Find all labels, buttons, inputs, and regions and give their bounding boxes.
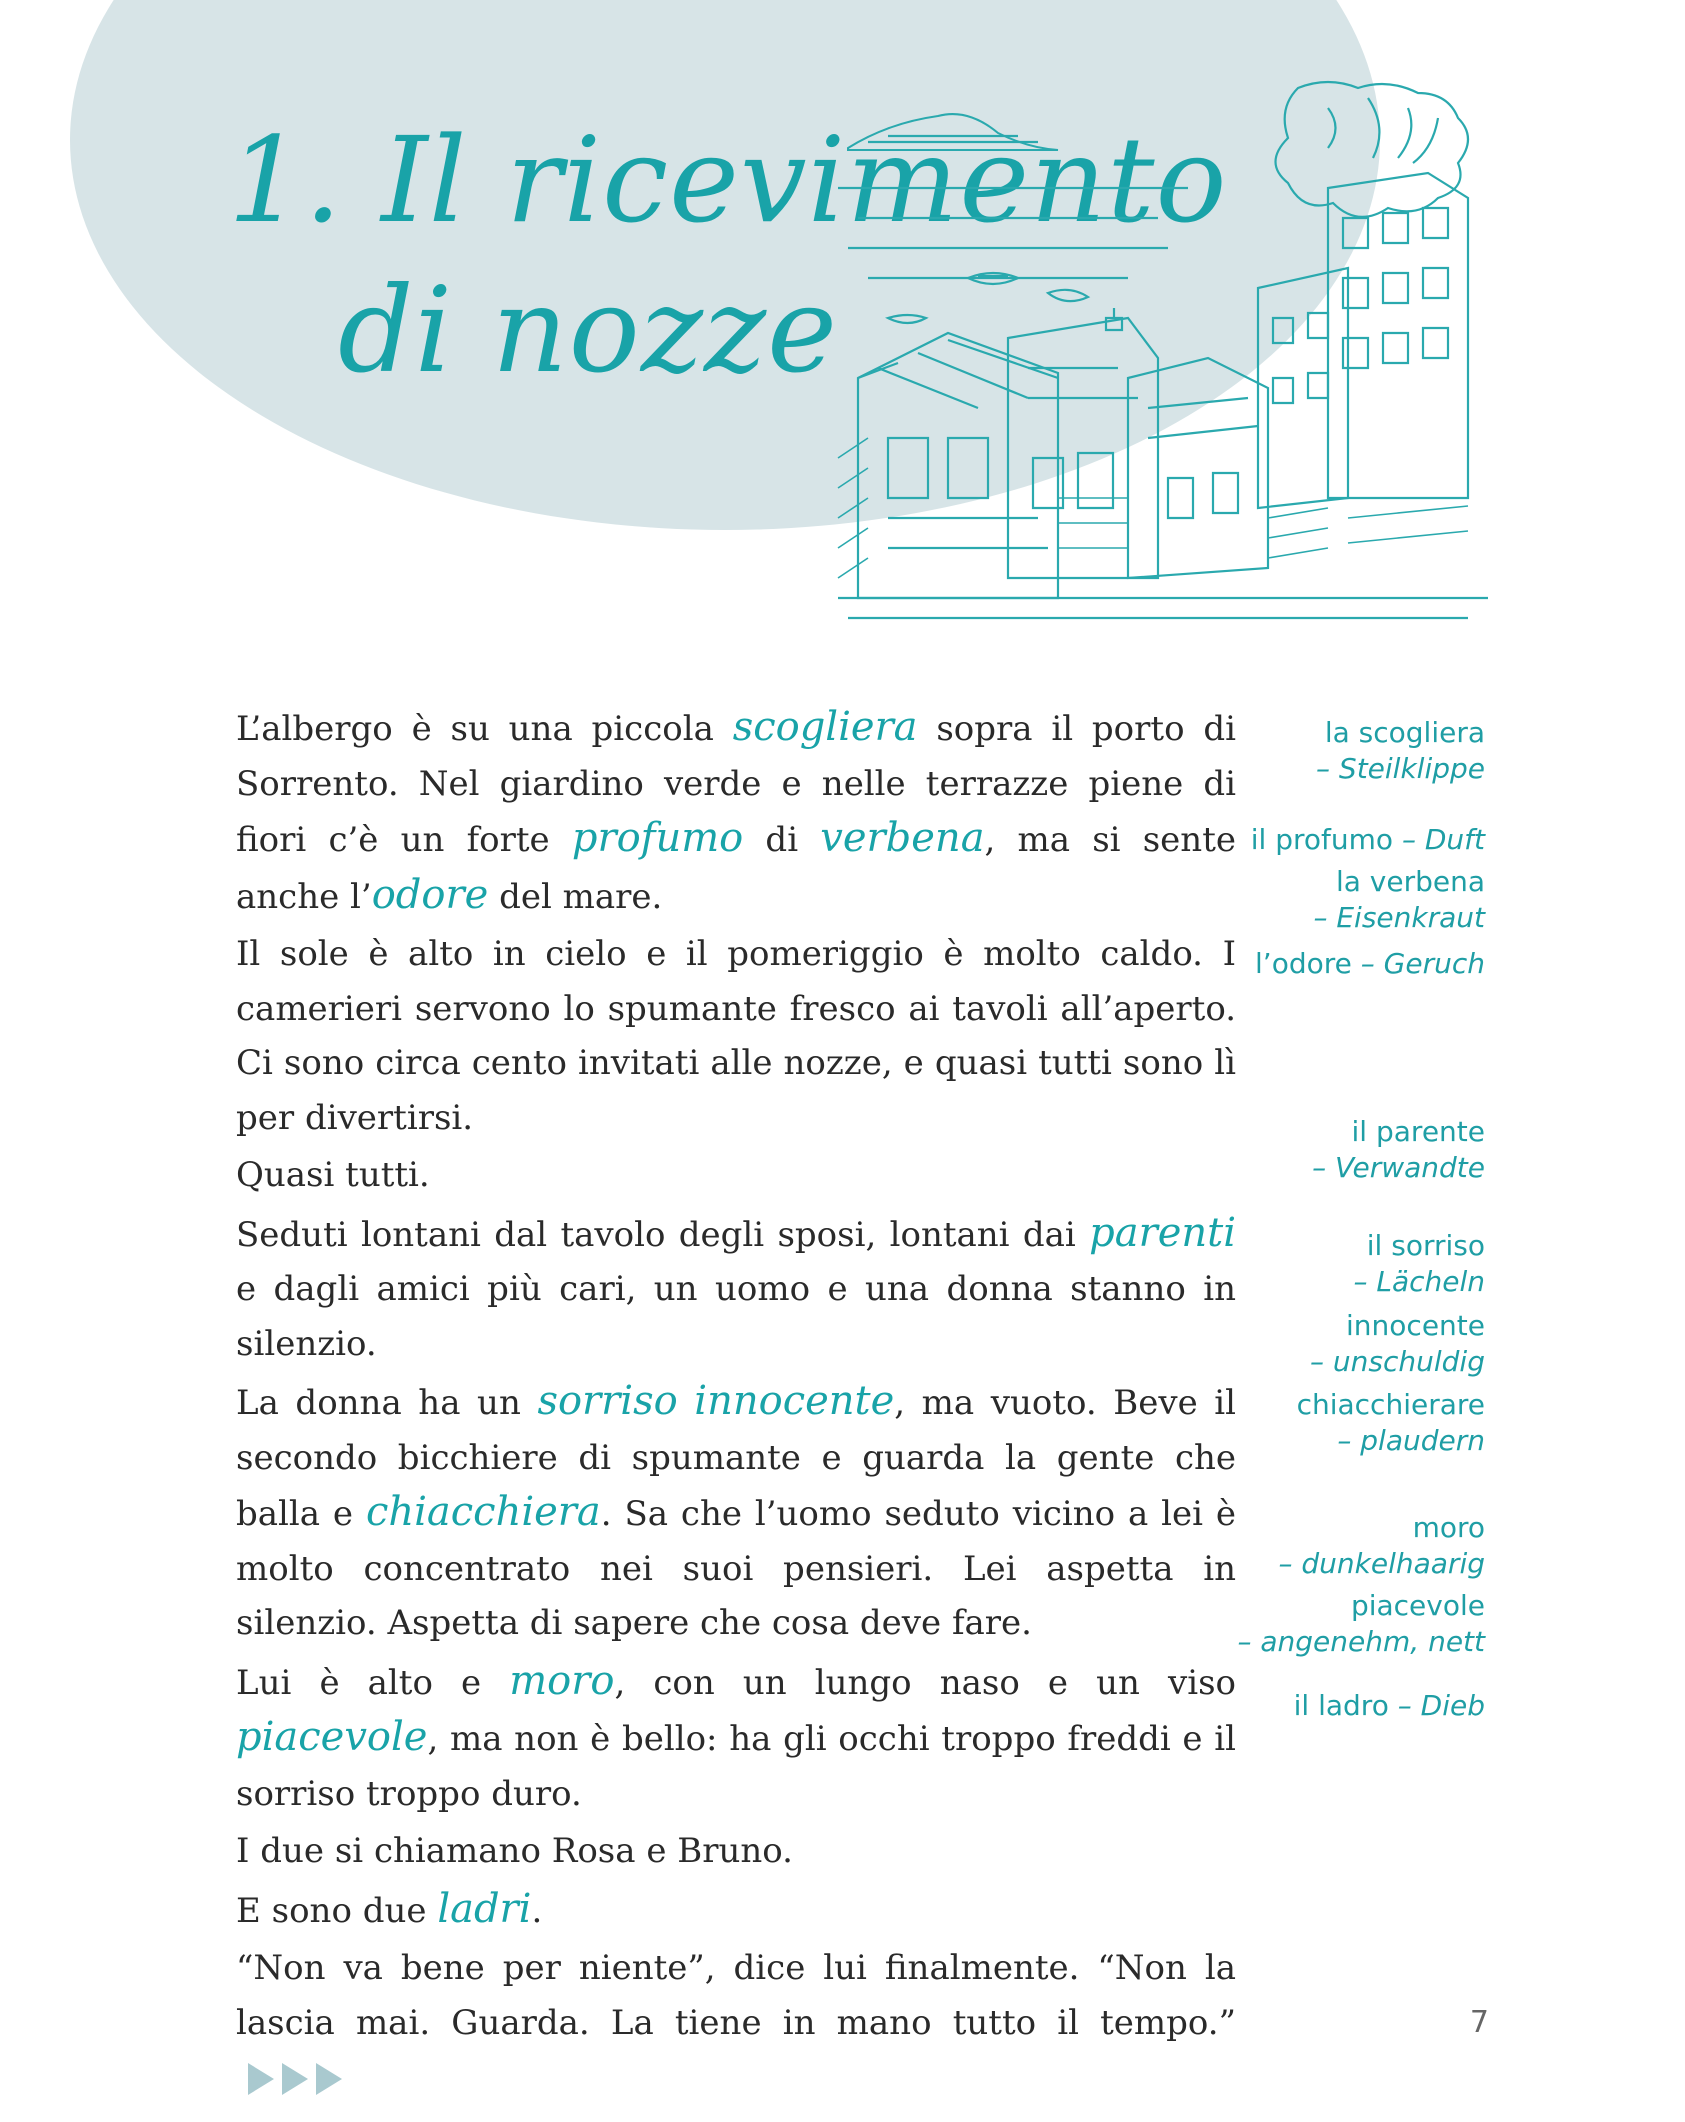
- gloss-translation: – Verwandte: [1312, 1151, 1485, 1184]
- text-run: La donna ha un: [236, 1383, 538, 1423]
- gloss-term: piacevole: [1350, 1589, 1485, 1622]
- gloss-sorriso: [1353, 1228, 1485, 1300]
- gloss-piacevole: [1237, 1588, 1485, 1660]
- gloss-sep: [1393, 823, 1402, 856]
- text-run: , ma non è bello: ha gli occhi troppo freddi e il sorriso troppo duro.: [236, 1719, 1236, 1814]
- text-run: Seduti lontani dal tavolo degli sposi, lontani dai: [236, 1214, 1090, 1255]
- gloss-parente: [1312, 1114, 1485, 1186]
- gloss-chiacchierare: [1297, 1387, 1485, 1459]
- paragraph-1: [236, 700, 1236, 924]
- text-run: “Non va bene per niente”, dice lui finalmente. “Non la lascia mai. Guarda. La tiene in mano tutto il tempo.”: [236, 1948, 1236, 2043]
- gloss-translation: – angenehm, nett: [1237, 1625, 1485, 1658]
- gloss-sep: [1389, 1689, 1398, 1722]
- gloss-verbena: [1313, 864, 1485, 936]
- gloss-innocente: [1310, 1308, 1485, 1380]
- glossed-word-piacevole: piacevole: [236, 1714, 428, 1760]
- gloss-sep: [1352, 947, 1361, 980]
- glossed-word-innocente: innocente: [694, 1378, 895, 1424]
- text-run: .: [531, 1890, 543, 1931]
- gloss-term: il profumo: [1250, 823, 1394, 856]
- gloss-term: innocente: [1346, 1309, 1485, 1342]
- gloss-term: moro: [1412, 1511, 1485, 1544]
- text-run: Lui è alto e: [236, 1662, 510, 1703]
- glossed-word-moro: moro: [509, 1657, 615, 1704]
- gloss-term: il sorriso: [1366, 1229, 1485, 1262]
- text-run: , con un lungo naso e un viso: [614, 1662, 1236, 1703]
- continue-arrows-icon: [248, 2059, 348, 2099]
- gloss-scogliera: [1316, 715, 1485, 787]
- glossed-word-scogliera: scogliera: [732, 704, 918, 750]
- glossed-word-verbena: verbena: [820, 815, 985, 861]
- text-run: , ma vuoto. Beve il secondo bicchiere di spumante e guarda la gente che balla e: [236, 1383, 1237, 1534]
- gloss-profumo: [1251, 822, 1485, 858]
- gloss-translation: – Dieb: [1397, 1689, 1485, 1722]
- gloss-translation: – Duft: [1401, 823, 1485, 856]
- gloss-term: il ladro: [1293, 1689, 1389, 1722]
- text-run: [678, 1383, 695, 1423]
- gloss-term: la verbena: [1335, 865, 1485, 898]
- gloss-translation: – dunkelhaarig: [1278, 1547, 1485, 1580]
- gloss-odore: [1255, 946, 1485, 982]
- glossed-word-chiacchiera: chiacchiera: [365, 1489, 601, 1535]
- gloss-translation: – Steilklippe: [1316, 752, 1485, 785]
- gloss-term: il parente: [1351, 1115, 1485, 1148]
- gloss-translation: – plaudern: [1337, 1424, 1485, 1457]
- paragraph-9: [236, 1941, 1236, 2105]
- text-run: L’albergo è su una piccola: [236, 709, 733, 749]
- gloss-ladro: [1294, 1688, 1485, 1724]
- chapter-title-line-2: di nozze: [338, 261, 838, 399]
- glossed-word-parenti: parenti: [1089, 1209, 1236, 1256]
- text-run: E sono due: [236, 1890, 438, 1931]
- paragraph-2: Il sole è alto in cielo e il pomeriggio è molto caldo. I camerieri servono lo spumante fresco ai tavoli all’aperto. Ci sono circa cento invitati alle nozze, e quasi tutti sono lì per divertirsi.: [236, 934, 1236, 1138]
- paragraph-3: Quasi tutti.: [236, 1155, 430, 1195]
- text-run: e dagli amici più cari, un uomo e una donna stanno in silenzio.: [236, 1269, 1236, 1364]
- gloss-translation: – Eisenkraut: [1313, 901, 1485, 934]
- story-text: [236, 700, 1236, 2108]
- text-run: . Sa che l’uomo seduto vicino a lei è molto concentrato nei suoi pensieri. Lei aspetta in silenzio. Aspetta di sapere che cosa deve fare.: [236, 1494, 1237, 1643]
- glossed-word-sorriso: sorriso: [537, 1378, 678, 1424]
- coastal-village-illustration: [828, 78, 1500, 638]
- gloss-term: chiacchierare: [1296, 1388, 1485, 1421]
- gloss-term: l’odore: [1255, 947, 1352, 980]
- paragraph-6: [236, 1654, 1236, 1822]
- paragraph-8: [236, 1882, 1236, 1939]
- text-run: del mare.: [488, 876, 663, 917]
- chapter-title-line-1: 1. Il ricevimento: [228, 111, 1228, 249]
- paragraph-5: [236, 1374, 1236, 1651]
- paragraph-7: I due si chiamano Rosa e Bruno.: [236, 1831, 793, 1871]
- text-run: , ma si sente anche l’: [236, 820, 1236, 917]
- text-run: sopra il porto di Sorrento. Nel giardino verde e nelle terrazze piene di fiori c’è un forte: [236, 709, 1236, 860]
- page-number: 7: [1469, 2005, 1489, 2040]
- glossed-word-odore: odore: [371, 871, 489, 918]
- glossed-word-ladri: ladri: [437, 1885, 532, 1932]
- gloss-translation: – Lächeln: [1353, 1265, 1485, 1298]
- text-run: di: [743, 820, 821, 860]
- gloss-moro: [1278, 1510, 1485, 1582]
- glossed-word-profumo: profumo: [571, 815, 744, 861]
- gloss-term: la scogliera: [1324, 716, 1485, 749]
- gloss-translation: – Geruch: [1360, 947, 1485, 980]
- gloss-translation: – unschuldig: [1310, 1345, 1485, 1378]
- paragraph-4: [236, 1206, 1236, 1372]
